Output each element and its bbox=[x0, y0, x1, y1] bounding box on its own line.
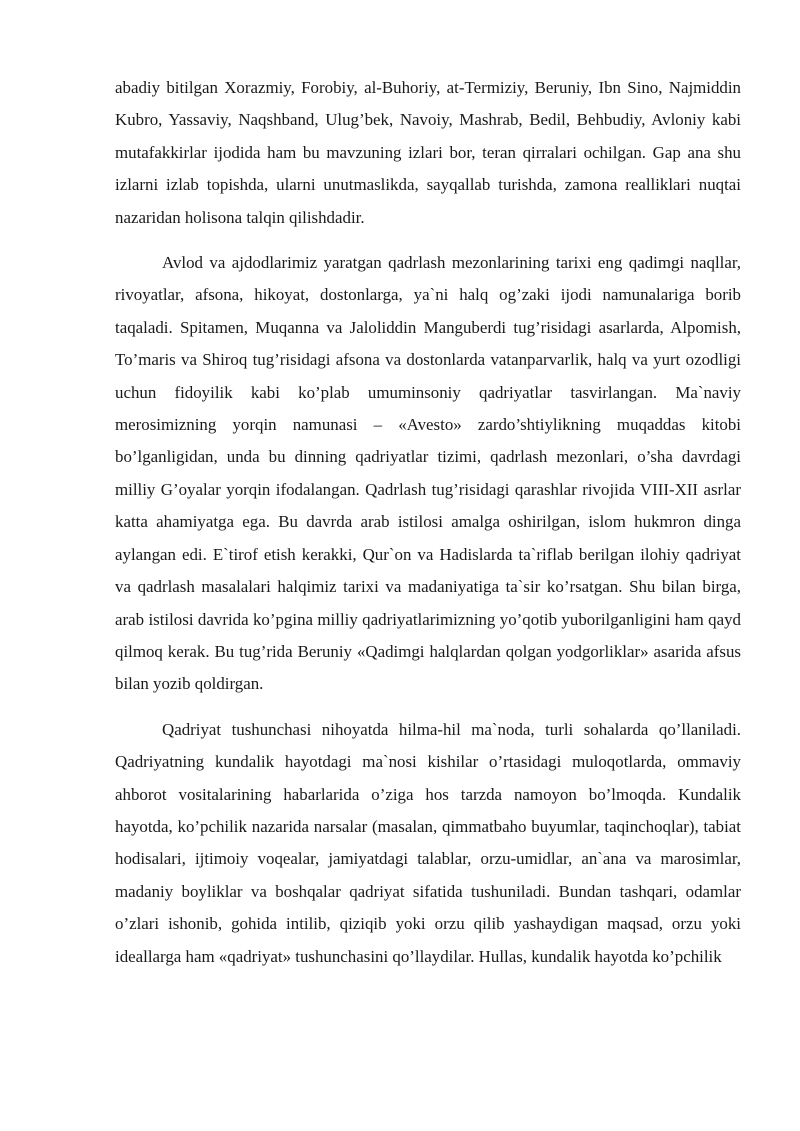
paragraph-qadriyat: Qadriyat tushunchasi nihoyatda hilma-hil ma`noda, turli sohalarda qo’llaniladi. Qadriyatning kundalik hayotdagi ma`nosi kishilar o’rtasidagi muloqotlarda, ommaviy ahborot vositalarining habarlarida o’ziga hos tarzda namoyon bo’lmoqda. Kundalik hayotda, ko’pchilik nazarida narsalar (masalan, qimmatbaho buyumlar, taqinchoqlar), tabiat hodisalari, ijtimoiy voqealar, jamiyatdagi talablar, orzu-umidlar, an`ana va marosimlar, madaniy boyliklar va boshqalar qadriyat sifatida tushuniladi. Bundan tashqari, odamlar o’zlari ishonib, gohida intilib, qiziqib yoki orzu qilib yashaydigan maqsad, orzu yoki ideallarga ham «qadriyat» tushunchasini qo’llaydilar. Hullas, kundalik hayotda ko’pchilik bbox=[115, 719, 741, 966]
paragraph-continued: abadiy bitilgan Xorazmiy, Forobiy, al-Buhoriy, at-Termiziy, Beruniy, Ibn Sino, Najmiddin Kubro, Yassaviy, Naqshband, Ulug’bek, Navoiy, Mashrab, Bedil, Behbudiy, Avloniy kabi mutafakkirlar ijodida ham bu mavzuning izlari bor, teran qirralari ochilgan. Gap ana shu izlarni izlab topishda, ularni unutmaslikda, sayqallab turishda, zamona realliklari nuqtai nazaridan holisona talqin qilishdadir. bbox=[115, 78, 741, 227]
document-page bbox=[115, 72, 741, 973]
paragraph-avlod: Avlod va ajdodlarimiz yaratgan qadrlash mezonlarining tarixi eng qadimgi naqllar, rivoyatlar, afsona, hikoyat, dostonlarga, ya`ni halq og’zaki ijodi namunalariga borib taqaladi. Spitamen, Muqanna va Jaloliddin Manguberdi tug’risidagi asarlarda, Alpomish, To’maris va Shiroq tug’risidagi afsona va dostonlarda vatanparvarlik, halq va yurt ozodligi uchun fidoyilik kabi ko’plab umuminsoniy qadriyatlar tasvirlangan. Ma`naviy merosimizning yorqin namunasi – «Avesto» zardo’shtiylikning muqaddas kitobi bo’lganligidan, unda bu dinning qadriyatlar tizimi, qadrlash mezonlari, o’sha davrdagi milliy G’oyalar yorqin ifodalangan. Qadrlash tug’risidagi qarashlar rivojida VIII-XII asrlar katta ahamiyatga ega. Bu davrda arab istilosi amalga oshirilgan, islom hukmron dinga aylangan edi. E`tirof etish kerakki, Qur`on va Hadislarda ta`riflab berilgan ilohiy qadriyat va qadrlash masalalari halqimiz tarixi va madaniyatiga ta`sir ko’rsatgan. Shu bilan birga, arab istilosi davrida ko’pgina milliy qadriyatlarimizning yo’qotib yuborilganligini ham qayd qilmoq kerak. Bu tug’rida Beruniy «Qadimgi halqlardan qolgan yodgorliklar» asarida afsus bilan yozib qoldirgan. bbox=[115, 253, 741, 694]
